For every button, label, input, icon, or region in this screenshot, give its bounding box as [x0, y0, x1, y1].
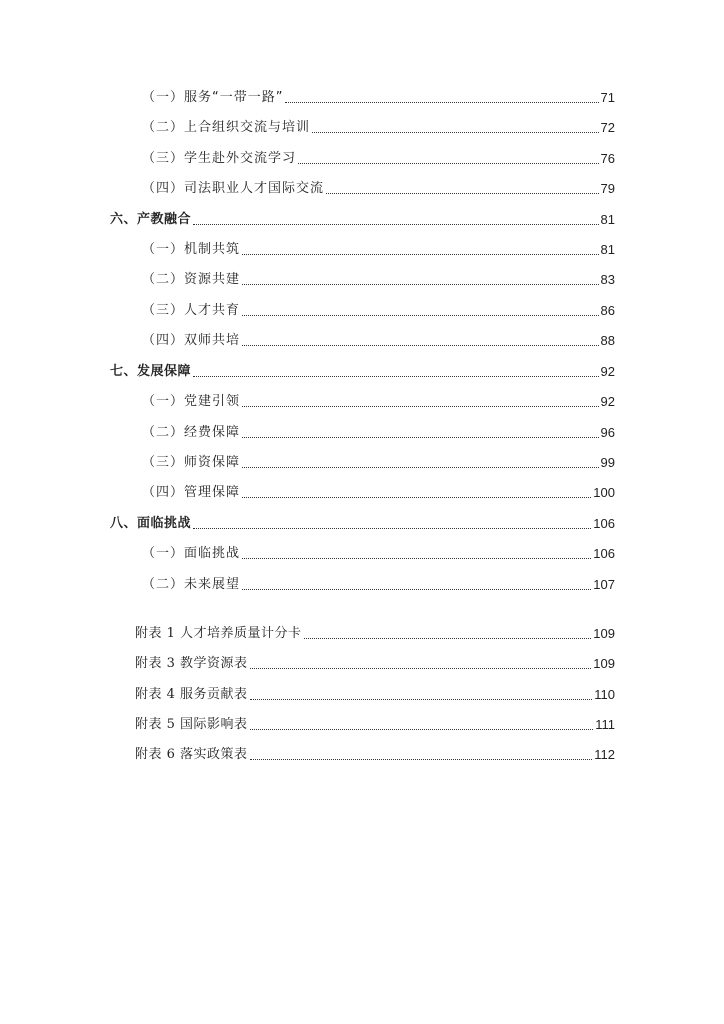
dot-leader	[242, 345, 599, 346]
toc-entry[interactable]	[0, 329, 724, 349]
dot-leader	[312, 132, 599, 133]
toc-entry-page: 83	[600, 272, 615, 287]
toc-appendix-label: 附表 5 国际影响表	[135, 717, 248, 732]
toc-entry-page: 79	[600, 181, 615, 196]
toc-entry-label: （三）师资保障	[142, 455, 241, 470]
toc-entry[interactable]	[0, 573, 724, 593]
toc-entry-page: 96	[600, 425, 615, 440]
toc-entry-label: （四）双师共培	[142, 333, 241, 348]
toc-appendix-label: 附表 6 落实政策表	[135, 747, 248, 762]
toc-entry-page: 71	[600, 90, 615, 105]
dot-leader	[242, 497, 591, 498]
dot-leader	[250, 729, 594, 730]
toc-entry-page: 86	[600, 303, 615, 318]
toc-entry-page: 81	[600, 242, 615, 257]
dot-leader	[250, 759, 593, 760]
toc-entry-label: （四）管理保障	[142, 485, 241, 500]
toc-chapter[interactable]	[0, 512, 724, 532]
toc-entry[interactable]	[0, 177, 724, 197]
dot-leader	[193, 376, 599, 377]
dot-leader	[193, 224, 599, 225]
toc-chapter-page: 92	[600, 364, 615, 379]
toc-chapter[interactable]	[0, 208, 724, 228]
dot-leader	[242, 254, 599, 255]
toc-entry-page: 100	[593, 485, 615, 500]
toc-entry-page: 76	[600, 151, 615, 166]
toc-appendix-page: 109	[593, 656, 615, 671]
toc-entry-label: （三）人才共育	[142, 303, 241, 318]
toc-appendix-page: 110	[594, 687, 615, 702]
dot-leader	[250, 668, 592, 669]
toc-chapter-page: 81	[600, 212, 615, 227]
toc-entry-page: 107	[593, 577, 615, 592]
toc-entry[interactable]	[0, 147, 724, 167]
dot-leader	[250, 699, 593, 700]
toc-entry-label: （一）党建引领	[142, 394, 241, 409]
toc-entry-page: 72	[600, 120, 615, 135]
toc-appendix-label: 附表 3 教学资源表	[135, 656, 248, 671]
dot-leader	[242, 406, 599, 407]
dot-leader	[242, 437, 599, 438]
toc-entry-page: 99	[600, 455, 615, 470]
toc-appendix-label: 附表 4 服务贡献表	[135, 687, 248, 702]
toc-appendix-entry[interactable]	[0, 713, 724, 733]
toc-chapter-page: 106	[593, 516, 615, 531]
dot-leader	[242, 589, 591, 590]
dot-leader	[326, 193, 599, 194]
toc-appendix-page: 109	[593, 626, 615, 641]
toc-appendix-entry[interactable]	[0, 652, 724, 672]
toc-entry-label: （一）机制共筑	[142, 242, 241, 257]
dot-leader	[242, 467, 599, 468]
toc-entry[interactable]	[0, 390, 724, 410]
toc-entry[interactable]	[0, 542, 724, 562]
toc-chapter-label: 八、面临挑战	[110, 516, 192, 531]
toc-entry-label: （二）资源共建	[142, 272, 241, 287]
toc-appendix-entry[interactable]	[0, 622, 724, 642]
toc-entry[interactable]	[0, 268, 724, 288]
toc-entry-label: （一）服务“一带一路”	[142, 90, 284, 105]
toc-appendix-entry[interactable]	[0, 683, 724, 703]
toc-chapter-label: 七、发展保障	[110, 364, 192, 379]
toc-entry-label: （二）未来展望	[142, 577, 241, 592]
toc-entry[interactable]	[0, 451, 724, 471]
toc-entry[interactable]	[0, 421, 724, 441]
dot-leader	[285, 102, 598, 103]
toc-entry[interactable]	[0, 116, 724, 136]
toc-entry-page: 88	[600, 333, 615, 348]
toc-entry[interactable]	[0, 481, 724, 501]
toc-entry-label: （三）学生赴外交流学习	[142, 151, 297, 166]
toc-appendix-page: 112	[594, 747, 615, 762]
toc-entry-label: （二）经费保障	[142, 425, 241, 440]
toc-entry[interactable]	[0, 86, 724, 106]
toc-appendix-label: 附表 1 人才培养质量计分卡	[135, 626, 302, 641]
toc-chapter[interactable]	[0, 360, 724, 380]
toc-entry-page: 106	[593, 546, 615, 561]
toc-entry-label: （四）司法职业人才国际交流	[142, 181, 325, 196]
toc-entry-label: （一）面临挑战	[142, 546, 241, 561]
dot-leader	[298, 163, 599, 164]
toc-entry-page: 92	[600, 394, 615, 409]
dot-leader	[242, 558, 591, 559]
dot-leader	[242, 315, 599, 316]
toc-entry-label: （二）上合组织交流与培训	[142, 120, 311, 135]
toc-appendix-entry[interactable]	[0, 743, 724, 763]
toc-entry[interactable]	[0, 299, 724, 319]
toc-appendix-page: 111	[595, 717, 615, 732]
toc-entry[interactable]	[0, 238, 724, 258]
dot-leader	[193, 528, 591, 529]
dot-leader	[304, 638, 592, 639]
toc-chapter-label: 六、产教融合	[110, 212, 192, 227]
dot-leader	[242, 284, 599, 285]
